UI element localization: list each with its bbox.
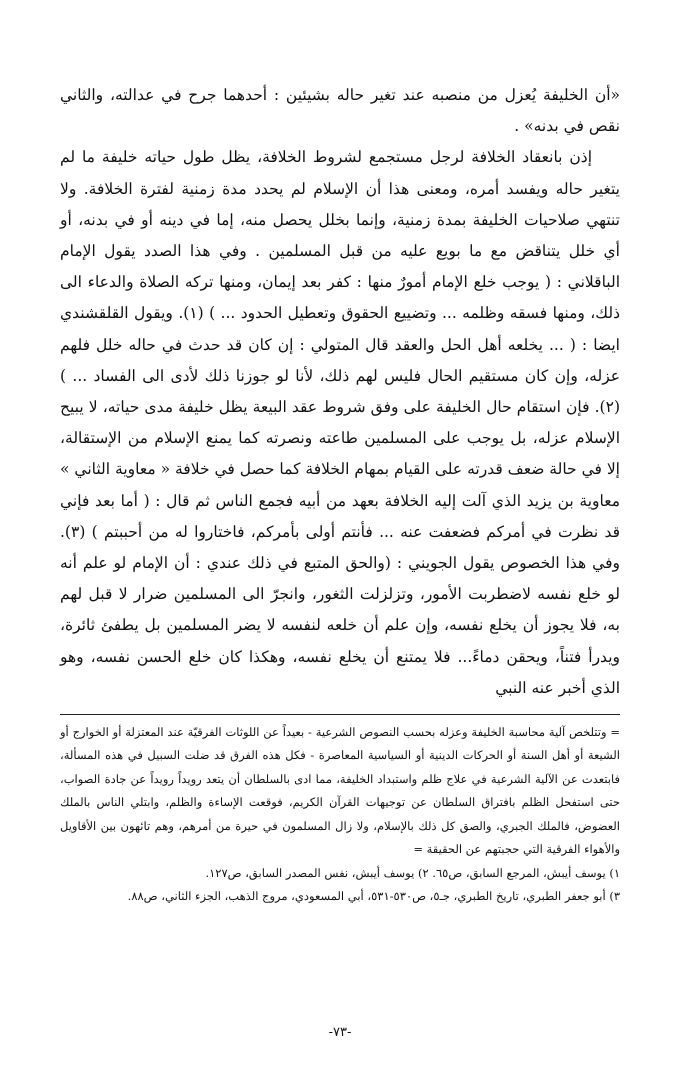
footnote-3: ٣) أبو جعفر الطبري، تاريخ الطبري، جـ٥، ص٥٣٠-٥٣١، أبي المسعودي، مروج الذهب، الجزء الثاني، ص٨٨.	[127, 888, 620, 903]
body-paragraph: إذن بانعقاد الخلافة لرجل مستجمع لشروط الخلافة، يظل طول حياته خليفة ما لم يتغير حاله ويفسد أمره، ومعنى هذا أن الإسلام لم يحدد مدة زمنية لفترة الخلافة. ولا تنتهي صلاحيات الخليفة بمدة زمنية، وإنما بخلل يحصل منه، إما في دينه أو في بدنه، أو أي خلل يتناقض مع ما بويع عليه من قبل المسلمين . وفي هذا الصدد يقول الإمام الباقلاني : ( يوجب خلع الإمام أمورٌ منها : كفر بعد إيمان، ومنها تركه الصلاة والدعاء الى ذلك، ومنها فسقه وظلمه ... وتضييع الحقوق وتعطيل الحدود ... ) (١). ويقول القلقشندي ايضا : ( ... يخلعه أهل الحل والعقد قال المتولي : إن كان قد حدث في حاله خلل فلهم عزله، وإن كان مستقيم الحال فليس لهم ذلك، لأنا لو جوزنا ذلك لأدى الى الفساد ... ) (٢). فإن استقام حال الخليفة على وفق شروط عقد البيعة يظل خليفة مدى حياته، لا يبيح الإسلام عزله، بل يوجب على المسلمين طاعته ونصرته كما يمنع الإسلام من الإستقالة، إلا في حالة ضعف قدرته على القيام بمهام الخلافة كما حصل في خلافة « معاوية الثاني » معاوية بن يزيد الذي آلت إليه الخلافة بعهد من أبيه فجمع الناس ثم قال : ( أما بعد فإني قد نظرت في أمركم فضعفت عنه ... فأنتم أولى بأمركم، فاختاروا له من أحببتم ) (٣). وفي هذا الخصوص يقول الجويني : (والحق المتبع في ذلك عندي : أن الإمام لو علم أنه لو خلع نفسه لاضطربت الأمور، وتزلزلت الثغور، وانجرّ الى المسلمين ضرار لا قبل لهم به، فلا يجوز أن يخلع نفسه، وإن علم أن خلعه لنفسه لا يضر المسلمين بل يطفئ ثائرة، ويدرأ فتناً، ويحقن دماءً... فلا يمتنع أن يخلع نفسه، وهكذا كان خلع الحسن نفسه، وهو الذي أخبر عنه النبي	[60, 148, 620, 697]
quote-paragraph: «أن الخليفة يُعزل من منصبه عند تغير حاله بشيئين : أحدهما جرح في عدالته، والثاني نقص في بدنه» .	[60, 86, 620, 136]
footnote-1-2: ١) يوسف أيبش، المرجع السابق، ص٦٥. ٢) يوسف أيبش، نفس المصدر السابق، ص١٢٧.	[205, 865, 620, 880]
footnote-continuation: = وتتلخص آلية محاسبة الخليفة وعزله بحسب النصوص الشرعية - بعيداً عن اللوثات الفرقيّة عند المعتزلة أو الخوارج أو الشيعة أو أهل السنة أو الحركات الدينية أو السياسية المعاصرة - فكل هذه الفرق قد ضلت السبيل في هذه المسألة، فابتعدت عن الآلية الشرعية في علاج ظلم واستبداد الخليفة، مما ادى بالسلطان أن يتعد رويداً رويداً عن جادة الصواب، حتى استفحل الظلم بافتراق السلطان عن توجيهات القرآن الكريم، فوقعت الإساءة والظلم، وابتلي الناس بالملك العضوض، فالملك الجبري، والصق كل ذلك بالإسلام، ولا زال المسلمون في حيرة من أمرهم، وهم تائهون بين الأقاويل والأهواء الفرقية التي حجبتهم عن الحقيقة =	[60, 725, 620, 857]
main-text	[60, 80, 620, 704]
footnotes	[60, 721, 620, 908]
page-number: -٧٣-	[328, 1025, 352, 1040]
footnote-separator	[60, 714, 620, 715]
